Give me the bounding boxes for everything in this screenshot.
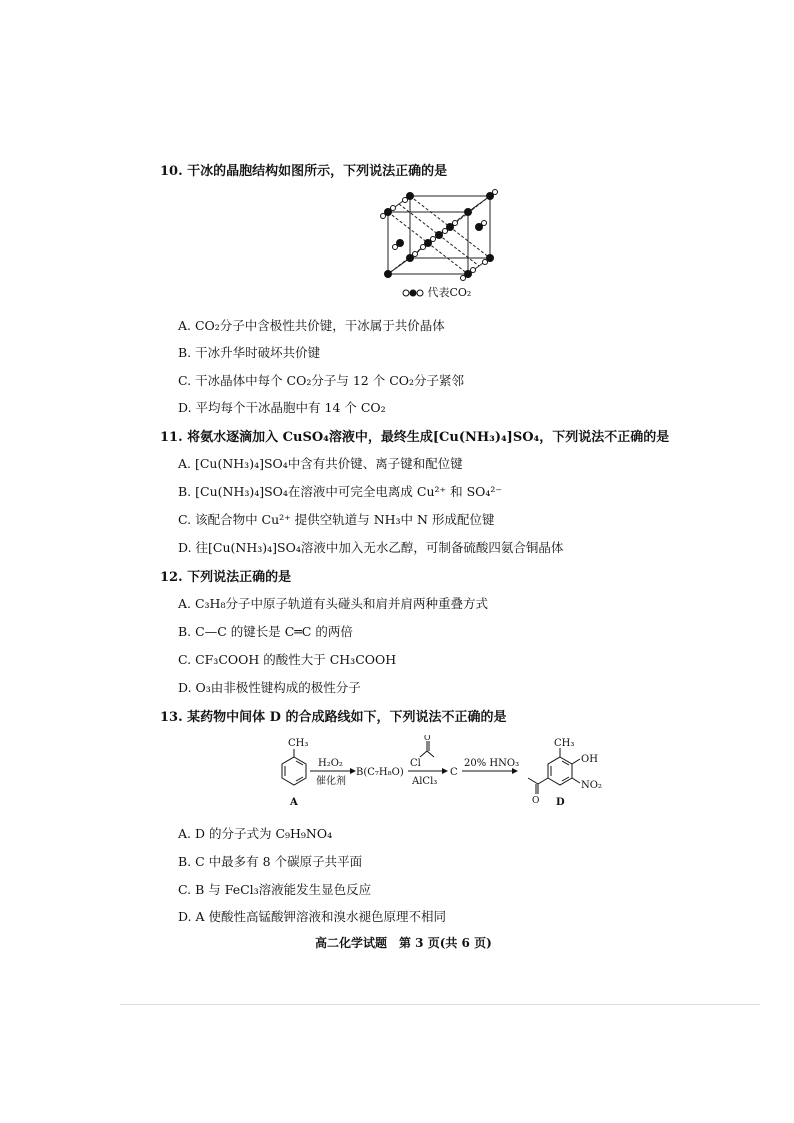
q11-option-d: D. 往[Cu(NH₃)₄]SO₄溶液中加入无水乙醇，可制备硫酸四氨合铜晶体 xyxy=(178,540,564,555)
acetyl-chloride-cl: Cl xyxy=(410,758,421,769)
question-10-stem: 10. 干冰的晶胞结构如图所示，下列说法正确的是 xyxy=(160,164,448,179)
dry-ice-unit-cell-diagram xyxy=(380,188,500,284)
q10-option-b: B. 干冰升华时破坏共价键 xyxy=(178,345,321,360)
q12-option-b: B. C—C 的键长是 C═C 的两倍 xyxy=(178,624,353,639)
q11-option-b: B. [Cu(NH₃)₄]SO₄在溶液中可完全电离成 Cu²⁺ 和 SO₄²⁻ xyxy=(178,484,503,499)
step2-catalyst: AlCl₃ xyxy=(412,776,438,787)
crystal-legend-text: 代表CO₂ xyxy=(427,286,472,299)
q13-option-c: C. B 与 FeCl₃溶液能发生显色反应 xyxy=(178,882,372,897)
q10-option-d: D. 平均每个干冰晶胞中有 14 个 CO₂ xyxy=(178,400,386,415)
toluene-structure xyxy=(282,749,306,785)
acetyl-oxygen-label: O xyxy=(424,735,431,742)
bottom-divider xyxy=(120,1004,760,1005)
step3-reagent: 20% HNO₃ xyxy=(464,758,520,769)
compound-d-label: D xyxy=(556,797,565,808)
q13-option-a: A. D 的分子式为 C₉H₉NO₄ xyxy=(178,826,333,841)
compound-c-label: C xyxy=(450,767,458,778)
ch3-label-a: CH₃ xyxy=(288,738,309,749)
q11-option-a: A. [Cu(NH₃)₄]SO₄中含有共价键、离子键和配位键 xyxy=(178,456,463,471)
question-12-stem: 12. 下列说法正确的是 xyxy=(160,570,292,585)
question-11-stem: 11. 将氨水逐滴加入 CuSO₄溶液中，最终生成[Cu(NH₃)₄]SO₄，下列说法不正确的是 xyxy=(160,430,670,445)
ketone-oxygen-label: O xyxy=(532,796,540,806)
compound-a-label: A xyxy=(290,797,298,808)
crystal-legend xyxy=(402,284,471,300)
question-13-stem: 13. 某药物中间体 D 的合成路线如下，下列说法不正确的是 xyxy=(160,710,507,725)
page-footer: 高二化学试题 第 3 页(共 6 页) xyxy=(315,936,492,950)
oh-label: OH xyxy=(581,754,598,765)
q10-option-c: C. 干冰晶体中每个 CO₂分子与 12 个 CO₂分子紧邻 xyxy=(178,373,465,388)
q12-option-c: C. CF₃COOH 的酸性大于 CH₃COOH xyxy=(178,652,397,667)
q13-option-b: B. C 中最多有 8 个碳原子共平面 xyxy=(178,854,363,869)
q13-option-d: D. A 使酸性高锰酸钾溶液和溴水褪色原理不相同 xyxy=(178,909,447,924)
ch3-label-d: CH₃ xyxy=(554,738,575,749)
q12-option-d: D. O₃由非极性键构成的极性分子 xyxy=(178,680,361,695)
step1-catalyst: 催化剂 xyxy=(316,776,346,787)
q11-option-c: C. 该配合物中 Cu²⁺ 提供空轨道与 NH₃中 N 形成配位键 xyxy=(178,512,495,527)
q12-option-a: A. C₃H₈分子中原子轨道有头碰头和肩并肩两种重叠方式 xyxy=(178,596,488,611)
compound-b-formula: B(C₇H₈O) xyxy=(356,767,404,778)
no2-label: NO₂ xyxy=(581,780,602,791)
synthesis-route-diagram xyxy=(270,735,620,811)
co2-molecule-icon xyxy=(402,288,424,298)
compound-d-structure xyxy=(528,748,580,794)
q10-option-a: A. CO₂分子中含极性共价键，干冰属于共价晶体 xyxy=(178,318,445,333)
step1-reagent: H₂O₂ xyxy=(318,758,343,769)
